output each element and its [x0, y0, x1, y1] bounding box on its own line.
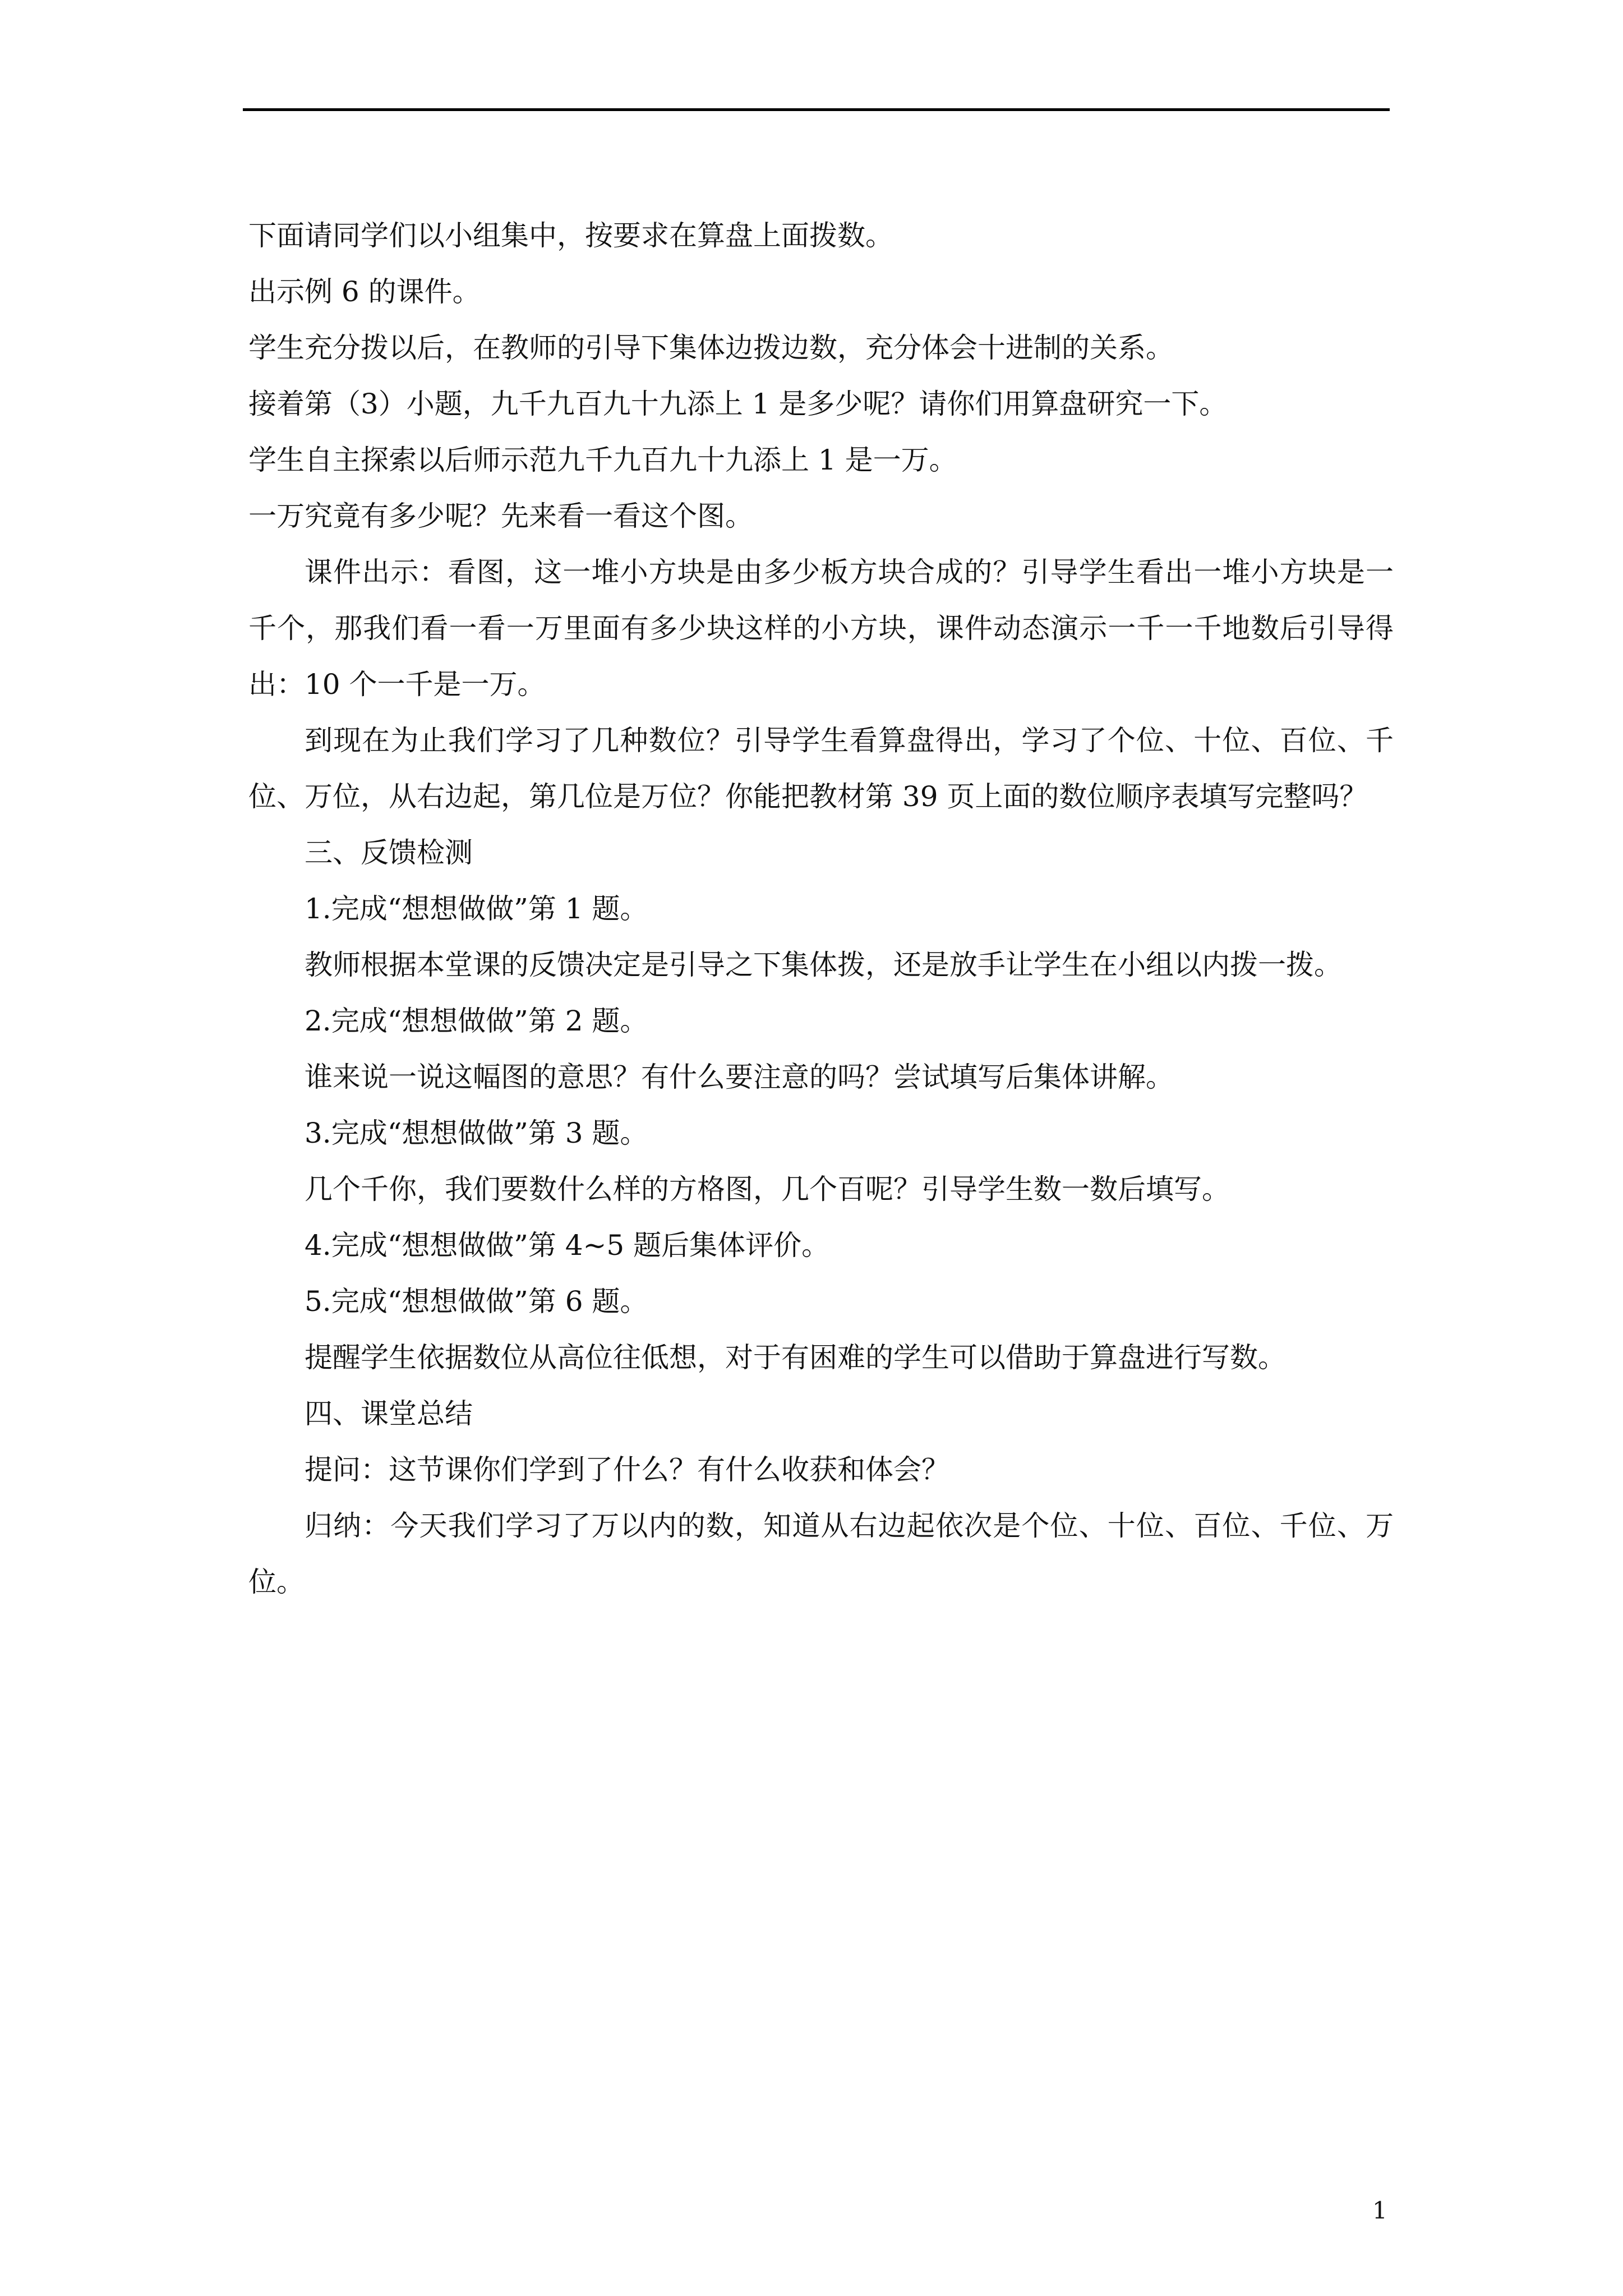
exercise-item: 2.完成“想想做做”第 2 题。 [305, 1005, 648, 1037]
document-body [248, 208, 1394, 1610]
paragraph: 提醒学生依据数位从高位往低想，对于有困难的学生可以借助于算盘进行写数。 [305, 1341, 1286, 1374]
paragraph: 提问：这节课你们学到了什么？有什么收获和体会？ [305, 1453, 949, 1486]
paragraph: 课件出示：看图，这一堆小方块是由多少板方块合成的？引导学生看出一堆小方块是一千个，那我们看一看一万里面有多少块这样的小方块，课件动态演示一千一千地数后引导得出：10 个一千是一万。 [248, 556, 1394, 701]
section-heading: 四、课堂总结 [305, 1397, 473, 1430]
paragraph: 下面请同学们以小组集中，按要求在算盘上面拨数。 [248, 219, 893, 252]
exercise-item: 3.完成“想想做做”第 3 题。 [305, 1117, 648, 1149]
paragraph: 一万究竟有多少呢？先来看一看这个图。 [248, 500, 753, 532]
paragraph: 到现在为止我们学习了几种数位？引导学生看算盘得出，学习了个位、十位、百位、千位、万位，从右边起，第几位是万位？你能把教材第 39 页上面的数位顺序表填写完整吗？ [248, 724, 1394, 813]
paragraph: 学生充分拨以后，在教师的引导下集体边拨边数，充分体会十进制的关系。 [248, 332, 1174, 364]
exercise-item: 5.完成“想想做做”第 6 题。 [305, 1285, 648, 1318]
exercise-item: 4.完成“想想做做”第 4~5 题后集体评价。 [305, 1229, 830, 1262]
paragraph: 归纳：今天我们学习了万以内的数，知道从右边起依次是个位、十位、百位、千位、万位。 [248, 1510, 1394, 1598]
paragraph: 学生自主探索以后师示范九千九百九十九添上 1 是一万。 [248, 444, 957, 476]
header-rule [243, 108, 1390, 111]
exercise-item: 1.完成“想想做做”第 1 题。 [305, 892, 648, 925]
paragraph: 出示例 6 的课件。 [248, 275, 481, 308]
page-number: 1 [1372, 2197, 1387, 2224]
section-heading: 三、反馈检测 [305, 836, 473, 869]
paragraph: 谁来说一说这幅图的意思？有什么要注意的吗？尝试填写后集体讲解。 [305, 1061, 1174, 1093]
paragraph: 教师根据本堂课的反馈决定是引导之下集体拨，还是放手让学生在小组以内拨一拨。 [305, 949, 1342, 981]
paragraph: 几个千你，我们要数什么样的方格图，几个百呢？引导学生数一数后填写。 [305, 1173, 1230, 1205]
paragraph: 接着第（3）小题，九千九百九十九添上 1 是多少呢？请你们用算盘研究一下。 [248, 388, 1228, 420]
